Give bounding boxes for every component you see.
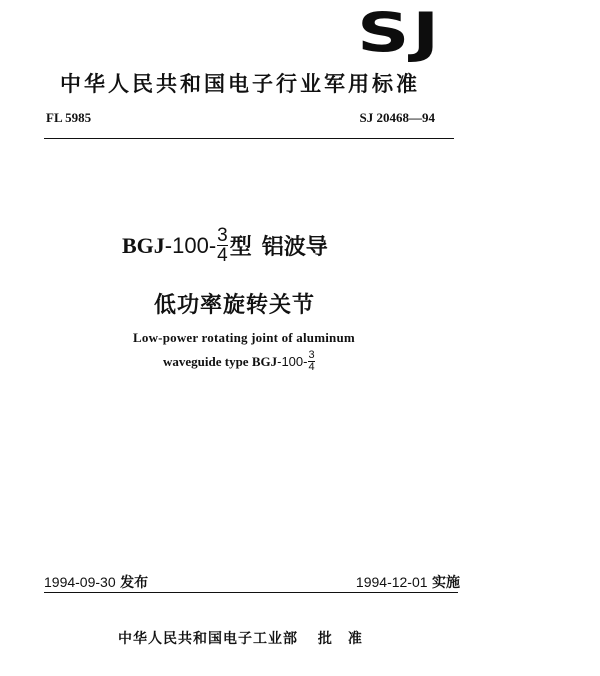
header-divider: [44, 138, 454, 139]
effective-date: 1994-12-01: [355, 574, 428, 590]
english-model-number: -100-: [277, 354, 308, 369]
classification-code: FL 5985: [46, 110, 92, 125]
standard-number: SJ 20468—94: [359, 110, 435, 125]
footer-divider: [44, 592, 458, 593]
english-title-prefix: waveguide type BGJ: [163, 353, 278, 369]
approval-line: [118, 628, 363, 648]
document-title-line-1: [122, 226, 328, 265]
effective-date-block: [356, 572, 460, 592]
document-title-line-2: 低功率旋转关节: [154, 293, 316, 318]
model-fraction: [217, 226, 228, 265]
fraction-denominator: 4: [217, 245, 228, 266]
issue-word: 发布: [120, 575, 149, 591]
english-fraction-denominator: 4: [308, 361, 315, 373]
english-model-fraction: [308, 350, 314, 373]
model-prefix: BGJ: [122, 232, 165, 258]
standard-family-title: 中华人民共和国电子行业军用标准: [60, 72, 420, 96]
issue-date: 1994-09-30: [44, 574, 116, 590]
type-word: 型: [229, 235, 252, 260]
english-title-line-2: [163, 350, 316, 373]
sj-logo: SJ: [356, 1, 442, 64]
subject-cn-1: 铝波导: [261, 235, 328, 260]
approve-word: 批 准: [317, 631, 363, 647]
issue-date-block: [44, 572, 148, 592]
approving-authority: 中华人民共和国电子工业部: [118, 631, 298, 647]
effective-word: 实施: [432, 575, 460, 591]
fraction-numerator: 3: [217, 225, 228, 246]
model-number: -100-: [164, 232, 217, 258]
english-fraction-numerator: 3: [308, 349, 315, 361]
english-title-line-1: Low-power rotating joint of aluminum: [133, 330, 355, 345]
